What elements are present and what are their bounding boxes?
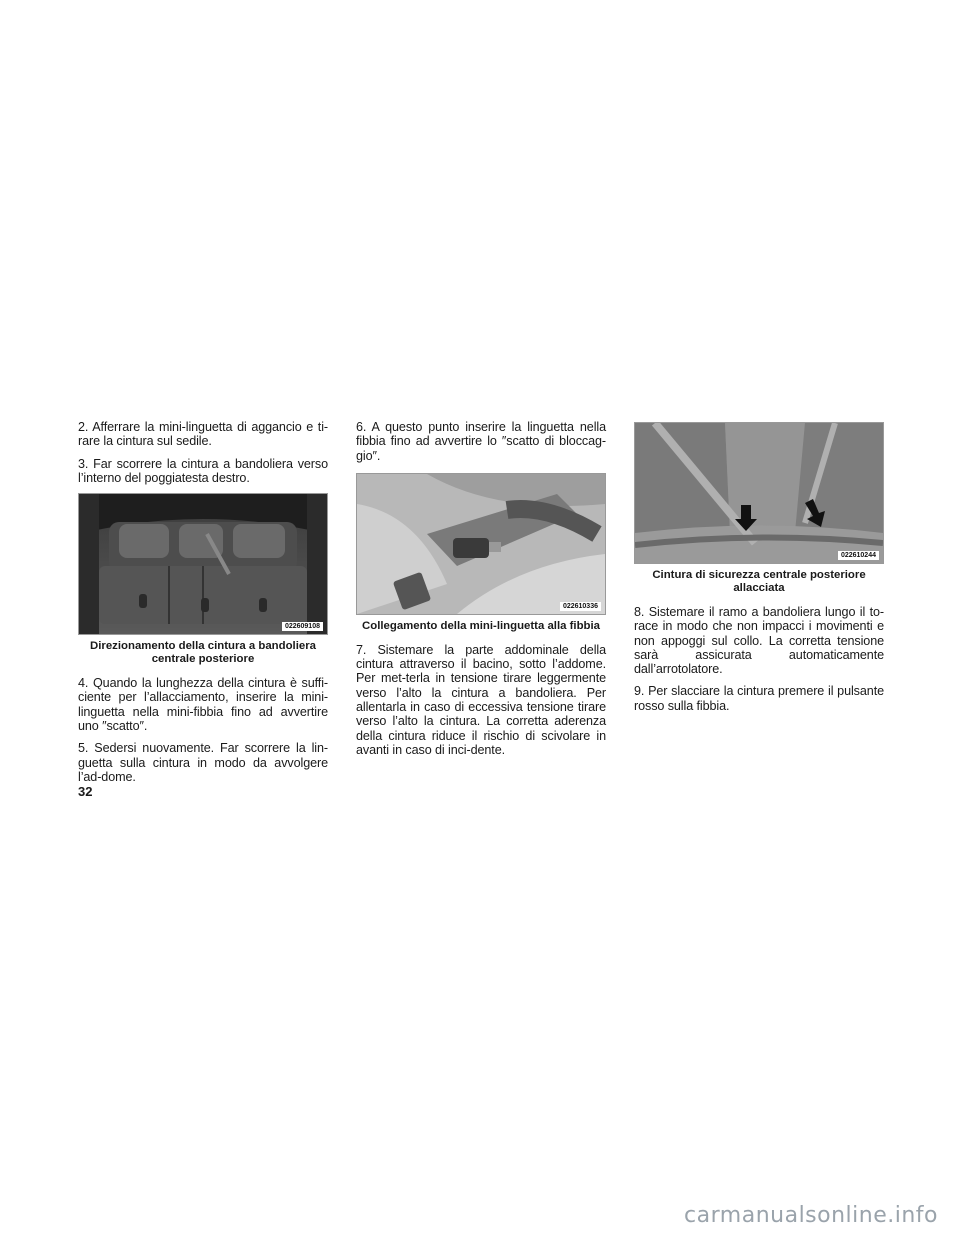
step-4-text: 4. Quando la lunghezza della cintura è suffi-ciente per l’allacciamento, inserire la mini-linguetta nella mini-fibbia fino ad avvertire uno ″scatto″.: [78, 676, 328, 734]
figure-code: 022610244: [838, 551, 879, 560]
figure-caption: Direzionamento della cintura a bandoliera centrale posteriore: [90, 640, 316, 666]
step-2-text: 2. Afferrare la mini-linguetta di aggancio e ti-rare la cintura sul sedile.: [78, 420, 328, 449]
step-3-text: 3. Far scorrere la cintura a bandoliera verso l’interno del poggiatesta destro.: [78, 456, 328, 485]
footer-watermark: carmanualsonline.info: [684, 1203, 938, 1228]
middle-column: [356, 420, 606, 765]
figure-caption: Cintura di sicurezza centrale posteriore allacciata: [652, 569, 866, 594]
figure-code: 022610336: [560, 602, 601, 611]
figure-caption: Collegamento della mini-linguetta alla fibbia: [362, 619, 600, 632]
step-9-text: 9. Per slacciare la cintura premere il pulsante rosso sulla fibbia.: [634, 684, 884, 713]
mini-tongue-buckle-photo: [356, 473, 606, 615]
step-8-text: 8. Sistemare il ramo a bandoliera lungo il to-race in modo che non impacci i movimenti e non appoggi sul collo. La corretta tensione sarà assicurata automaticamente dall’arrotolatore.: [634, 605, 884, 677]
right-column: [634, 420, 884, 721]
step-7-text: 7. Sistemare la parte addominale della cintura attraverso il bacino, sotto l’addome. Per met-terla in tensione tirare leggermente verso l’alto la cintura a bandoliera. Per allentarla in caso di eccessiva tensione tirare verso l’alto la cintura. La corretta aderenza della cintura riduce il rischio di scivolare in avanti in caso di inci-dente.: [356, 642, 606, 757]
step-6-text: 6. A questo punto inserire la linguetta nella fibbia fino ad avvertire lo ″scatto di bloccag-gio″.: [356, 420, 606, 463]
fastened-center-belt-photo: [634, 422, 884, 564]
rear-seat-belt-routing-photo: [78, 493, 328, 635]
figure-code: 022609108: [282, 622, 323, 631]
step-5-text: 5. Sedersi nuovamente. Far scorrere la lin-guetta sulla cintura in modo da avvolgere l’ad-dome.: [78, 741, 328, 784]
left-column: [78, 420, 328, 792]
page-number: 32: [78, 784, 93, 799]
